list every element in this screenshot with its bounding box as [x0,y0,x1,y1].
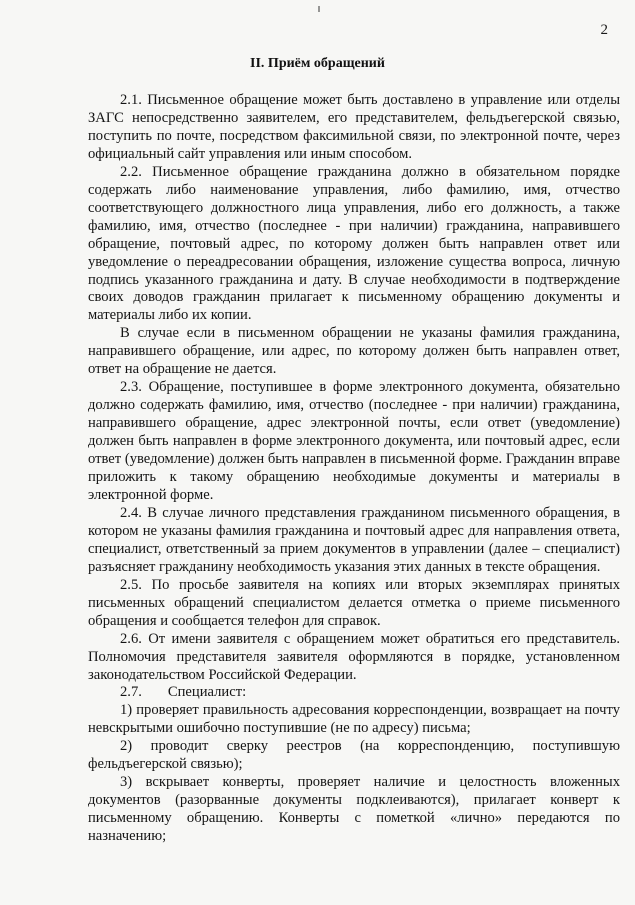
subitem-1: 1) проверяет правильность адресования корреспонденции, возвращает на почту невскрытыми ошибочно поступившие (не по адресу) письма; [88,702,620,737]
document-body [88,92,620,846]
paragraph-2-5: 2.5. По просьбе заявителя на копиях или вторых экземплярах принятых письменных обращений специалистом делается отметка о приеме письменного обращения и сообщается телефон для справок. [88,576,620,629]
item-number: 2.7. [120,684,142,701]
paragraph-2-3: 2.3. Обращение, поступившее в форме электронного документа, обязательно должно содержать фамилию, имя, отчество (последнее - при наличии) гражданина, направившего обращение, адрес электронной почты, если ответ (уведомление) должен быть направлен в форме электронного документа, или почтовый адрес, если ответ (уведомление) должен быть направлен в письменной форме. Гражданин вправе приложить к такому обращению необходимые документы и материалы в электронной форме. [88,379,620,503]
scan-artifact [318,6,320,12]
page-number: 2 [600,22,608,38]
paragraph-2-6: 2.6. От имени заявителя с обращением может обратиться его представитель. Полномочия представителя заявителя оформляются в порядке, установленном законодательством Российской Федерации. [88,630,620,683]
paragraph-2-4: 2.4. В случае личного представления гражданином письменного обращения, в котором не указаны фамилия гражданина и почтовый адрес для направления ответа, специалист, ответственный за прием документов в управлении (далее – специалист) разъясняет гражданину необходимость указания этих данных в тексте обращения. [88,504,620,575]
subitem-2: 2) проводит сверку реестров (на корреспонденцию, поступившую фельдъегерской связью); [88,738,620,773]
paragraph-2-1: 2.1. Письменное обращение может быть доставлено в управление или отделы ЗАГС непосредственно заявителем, его представителем, фельдъегерской связью, поступить по почте, посредством факсимильной связи, по электронной почте, через официальный сайт управления или иным способом. [88,92,620,162]
section-title: II. Приём обращений [250,56,385,71]
paragraph-2-2-note: В случае если в письменном обращении не указаны фамилия гражданина, направившего обращение, или адрес, по которому должен быть направлен ответ, ответ на обращение не дается. [88,325,620,378]
subitem-3: 3) вскрывает конверты, проверяет наличие и целостность вложенных документов (разорванные документы подклеиваются), прилагает конверт к письменному обращению. Конверты с пометкой «лично» передаются по назначению; [88,774,620,845]
item-label: Специалист: [167,684,247,701]
paragraph-2-7 [88,684,620,702]
paragraph-2-2: 2.2. Письменное обращение гражданина должно в обязательном порядке содержать либо наименование управления, либо фамилию, имя, отчество соответствующего должностного лица управления, либо его должность, а также фамилию, имя, отчество (последнее - при наличии) гражданина, направившего обращение, почтовый адрес, по которому должен быть направлен ответ или уведомление о переадресовании обращения, изложение существа вопроса, личную подпись указанного гражданина и дату. В случае необходимости в подтверждение своих доводов гражданин прилагает к письменному обращению документы и материалы либо их копии. [88,163,620,324]
